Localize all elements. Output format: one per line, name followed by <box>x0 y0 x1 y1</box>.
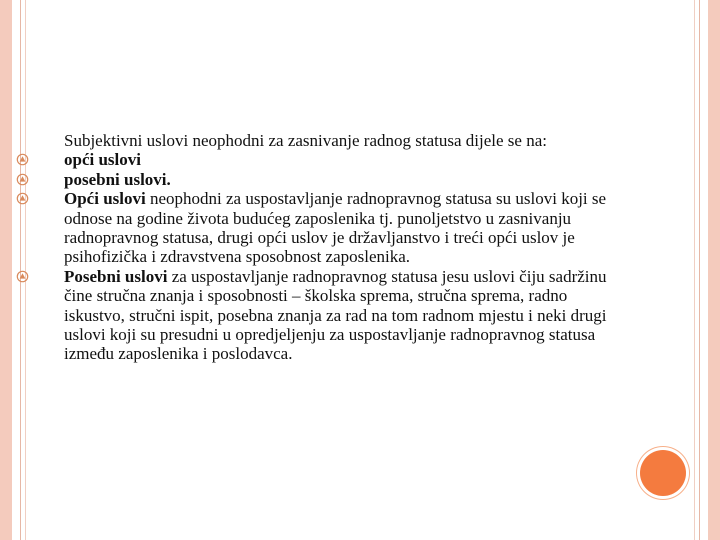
bullet-list <box>64 150 619 363</box>
slide-content <box>64 131 619 364</box>
bullet-text: neophodni za uspostavljanje radnopravnog statusa su uslovi koji se odnose na godine života budućeg zaposlenika tj. punoljetstvo u zasnivanju radnopravnog statusa, drugi opći uslov je državljanstvo i treći opći uslov je psihofizička i zdravstvena sposobnost zaposlenika. <box>64 189 607 267</box>
bullet-bold-text: posebni uslovi. <box>64 169 171 189</box>
left-border-strip <box>0 0 12 540</box>
accent-circle <box>640 450 686 496</box>
bullet-icon <box>16 153 29 166</box>
bullet-bold-text: opći uslovi <box>64 150 141 170</box>
bullet-text: za uspostavljanje radnopravnog statusa jesu uslovi čiju sadržinu čine stručna znanja i sposobnosti – školska sprema, stručna sprema, radno iskustvo, stručni ispit, posebna znanja za rad na tom radnom mjestu i neki drugi uslovi koji su presudni u opredjeljenju za uspostavljanje radnopravnog statusa između zaposlenika i poslodavca. <box>64 266 607 364</box>
bullet-icon <box>16 173 29 186</box>
intro-text: Subjektivni uslovi neophodni za zasnivanje radnog statusa dijele se na: <box>64 131 547 150</box>
bullet-bold-text: Opći uslovi <box>64 189 146 209</box>
right-border-strip <box>708 0 720 540</box>
bullet-item-special-conditions <box>64 170 619 189</box>
bullet-bold-text: Posebni uslovi <box>64 266 168 286</box>
bullet-icon <box>16 192 29 205</box>
bullet-item-general-conditions-detail <box>64 189 619 267</box>
bullet-icon <box>16 270 29 283</box>
bullet-item-general-conditions <box>64 150 619 169</box>
bullet-item-special-conditions-detail <box>64 267 619 364</box>
